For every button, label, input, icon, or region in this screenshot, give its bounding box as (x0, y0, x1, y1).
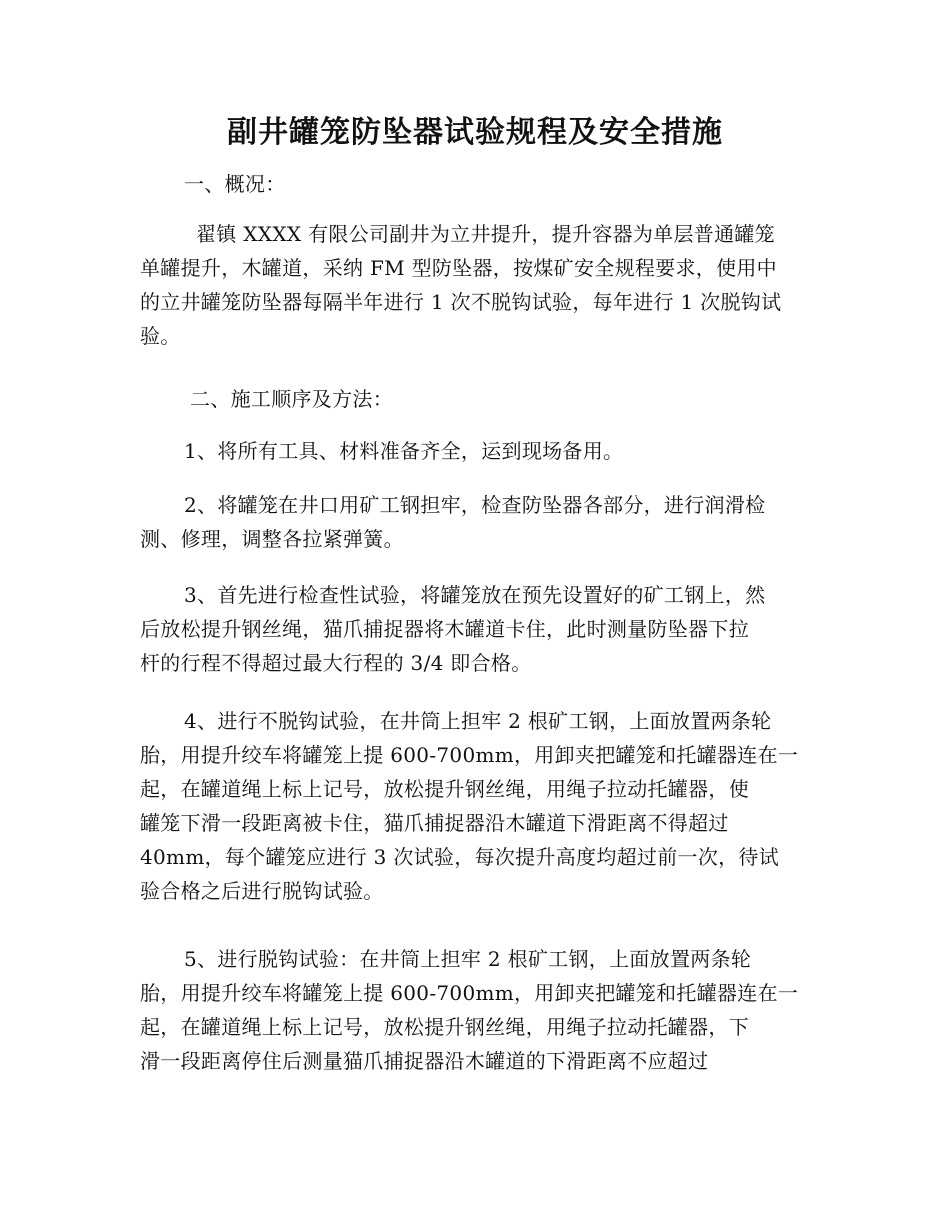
paragraph-line: 4、进行不脱钩试验，在井筒上担牢 2 根矿工钢，上面放置两条轮 (184, 709, 772, 733)
paragraph-line: 2、将罐笼在井口用矿工钢担牢，检查防坠器各部分，进行润滑检 (184, 493, 766, 517)
section-heading-overview (140, 167, 820, 201)
step-3 (140, 578, 820, 680)
paragraph-line: 的立井罐笼防坠器每隔半年进行 1 次不脱钩试验，每年进行 1 次脱钩试 (140, 290, 782, 314)
paragraph-line: 翟镇 XXXX 有限公司副井为立井提升，提升容器为单层普通罐笼 (196, 222, 775, 246)
paragraph-line: 测、修理，调整各拉紧弹簧。 (140, 527, 404, 551)
paragraph-line: 后放松提升钢丝绳，猫爪捕捉器将木罐道卡住，此时测量防坠器下拉 (140, 617, 749, 641)
paragraph-line: 滑一段距离停住后测量猫爪捕捉器沿木罐道的下滑距离不应超过 (140, 1049, 709, 1073)
paragraph-line: 验合格之后进行脱钩试验。 (140, 879, 384, 903)
paragraph-line: 5、进行脱钩试验：在井筒上担牢 2 根矿工钢，上面放置两条轮 (184, 947, 752, 971)
paragraph-line: 起，在罐道绳上标上记号，放松提升钢丝绳，用绳子拉动托罐器，下 (140, 1015, 749, 1039)
step-2 (140, 488, 820, 556)
paragraph-line: 胎，用提升绞车将罐笼上提 600-700mm，用卸夹把罐笼和托罐器连在一 (140, 981, 799, 1005)
paragraph-line: 1、将所有工具、材料准备齐全，运到现场备用。 (184, 439, 624, 463)
paragraph-line: 杆的行程不得超过最大行程的 3/4 即合格。 (140, 651, 532, 675)
paragraph-overview (140, 217, 820, 353)
step-1 (140, 434, 820, 468)
heading-text: 二、施工顺序及方法： (190, 387, 393, 411)
step-5 (140, 942, 820, 1078)
paragraph-line: 起，在罐道绳上标上记号，放松提升钢丝绳，用绳子拉动托罐器，使 (140, 777, 749, 801)
section-heading-method (140, 382, 820, 416)
paragraph-line: 3、首先进行检查性试验，将罐笼放在预先设置好的矿工钢上，然 (184, 583, 766, 607)
document-title: 副井罐笼防坠器试验规程及安全措施 (227, 115, 723, 150)
paragraph-line: 罐笼下滑一段距离被卡住，猫爪捕捉器沿木罐道下滑距离不得超过 (140, 811, 729, 835)
paragraph-line: 胎，用提升绞车将罐笼上提 600-700mm，用卸夹把罐笼和托罐器连在一 (140, 743, 799, 767)
heading-text: 一、概况： (184, 172, 286, 196)
paragraph-line: 单罐提升，木罐道，采纳 FM 型防坠器，按煤矿安全规程要求，使用中 (140, 256, 777, 280)
paragraph-line: 40mm，每个罐笼应进行 3 次试验，每次提升高度均超过前一次，待试 (140, 845, 780, 869)
paragraph-line: 验。 (140, 324, 181, 348)
step-4 (140, 704, 820, 908)
